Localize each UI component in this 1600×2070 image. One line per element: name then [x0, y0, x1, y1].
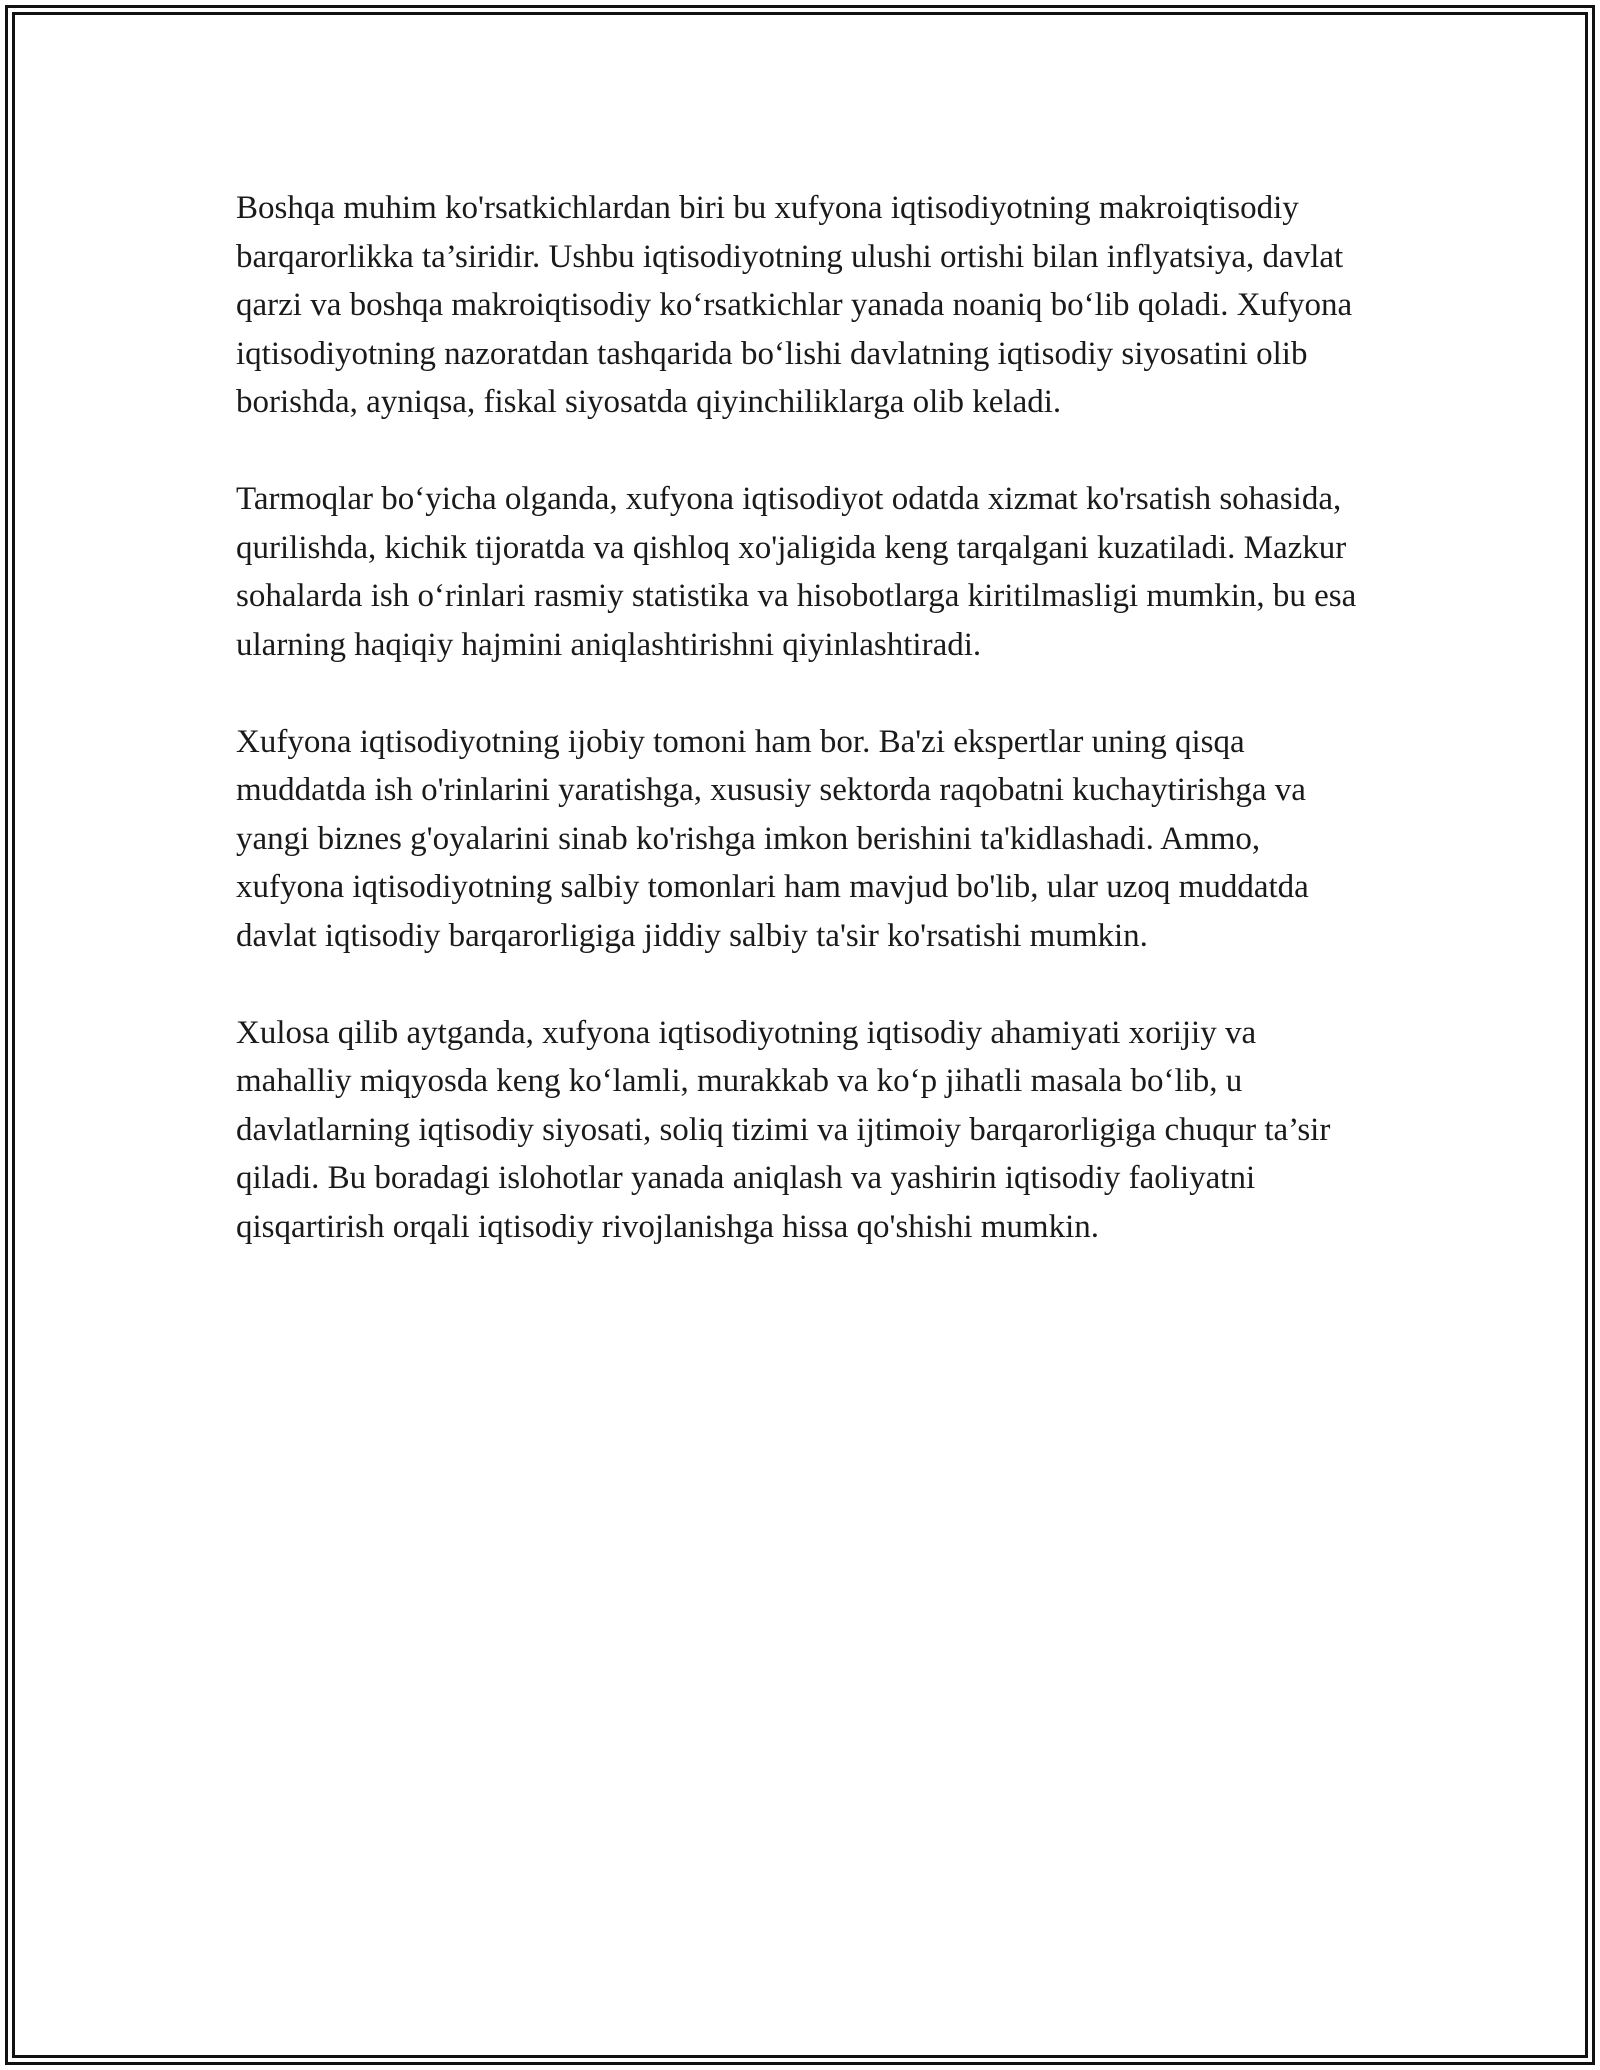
paragraph-sectors: Tarmoqlar boʻyicha olganda, xufyona iqtisodiyot odatda xizmat ko'rsatish sohasida, qurilishda, kichik tijoratda va qishloq xo'jaligida keng tarqalgani kuzatiladi. Mazkur sohalarda ish oʻrinlari rasmiy statistika va hisobotlarga kiritilmasligi mumkin, bu esa ularning haqiqiy hajmini aniqlashtirishni qiyinlashtiradi. — [236, 481, 1357, 663]
document-body — [236, 184, 1376, 1251]
paragraph-conclusion: Xulosa qilib aytganda, xufyona iqtisodiyotning iqtisodiy ahamiyati xorijiy va mahalliy miqyosda keng koʻlamli, murakkab va koʻp jihatli masala boʻlib, u davlatlarning iqtisodiy siyosati, soliq tizimi va ijtimoiy barqarorligiga chuqur ta’sir qiladi. Bu boradagi islohotlar yanada aniqlash va yashirin iqtisodiy faoliyatni qisqartirish orqali iqtisodiy rivojlanishga hissa qo'shishi mumkin. — [236, 1014, 1331, 1245]
paragraph-positive-side: Xufyona iqtisodiyotning ijobiy tomoni ham bor. Ba'zi ekspertlar uning qisqa muddatda ish o'rinlarini yaratishga, xususiy sektorda raqobatni kuchaytirishga va yangi biznes g'oyalarini sinab ko'rishga imkon berishini ta'kidlashadi. Ammo, xufyona iqtisodiyotning salbiy tomonlari ham mavjud bo'lib, ular uzoq muddatda davlat iqtisodiy barqarorligiga jiddiy salbiy ta'sir ko'rsatishi mumkin. — [236, 723, 1309, 954]
paragraph-macroeconomic-stability: Boshqa muhim ko'rsatkichlardan biri bu xufyona iqtisodiyotning makroiqtisodiy barqarorlikka ta’siridir. Ushbu iqtisodiyotning ulushi ortishi bilan inflyatsiya, davlat qarzi va boshqa makroiqtisodiy koʻrsatkichlar yanada noaniq boʻlib qoladi. Xufyona iqtisodiyotning nazoratdan tashqarida boʻlishi davlatning iqtisodiy siyosatini olib borishda, ayniqsa, fiskal siyosatda qiyinchiliklarga olib keladi. — [236, 190, 1353, 420]
